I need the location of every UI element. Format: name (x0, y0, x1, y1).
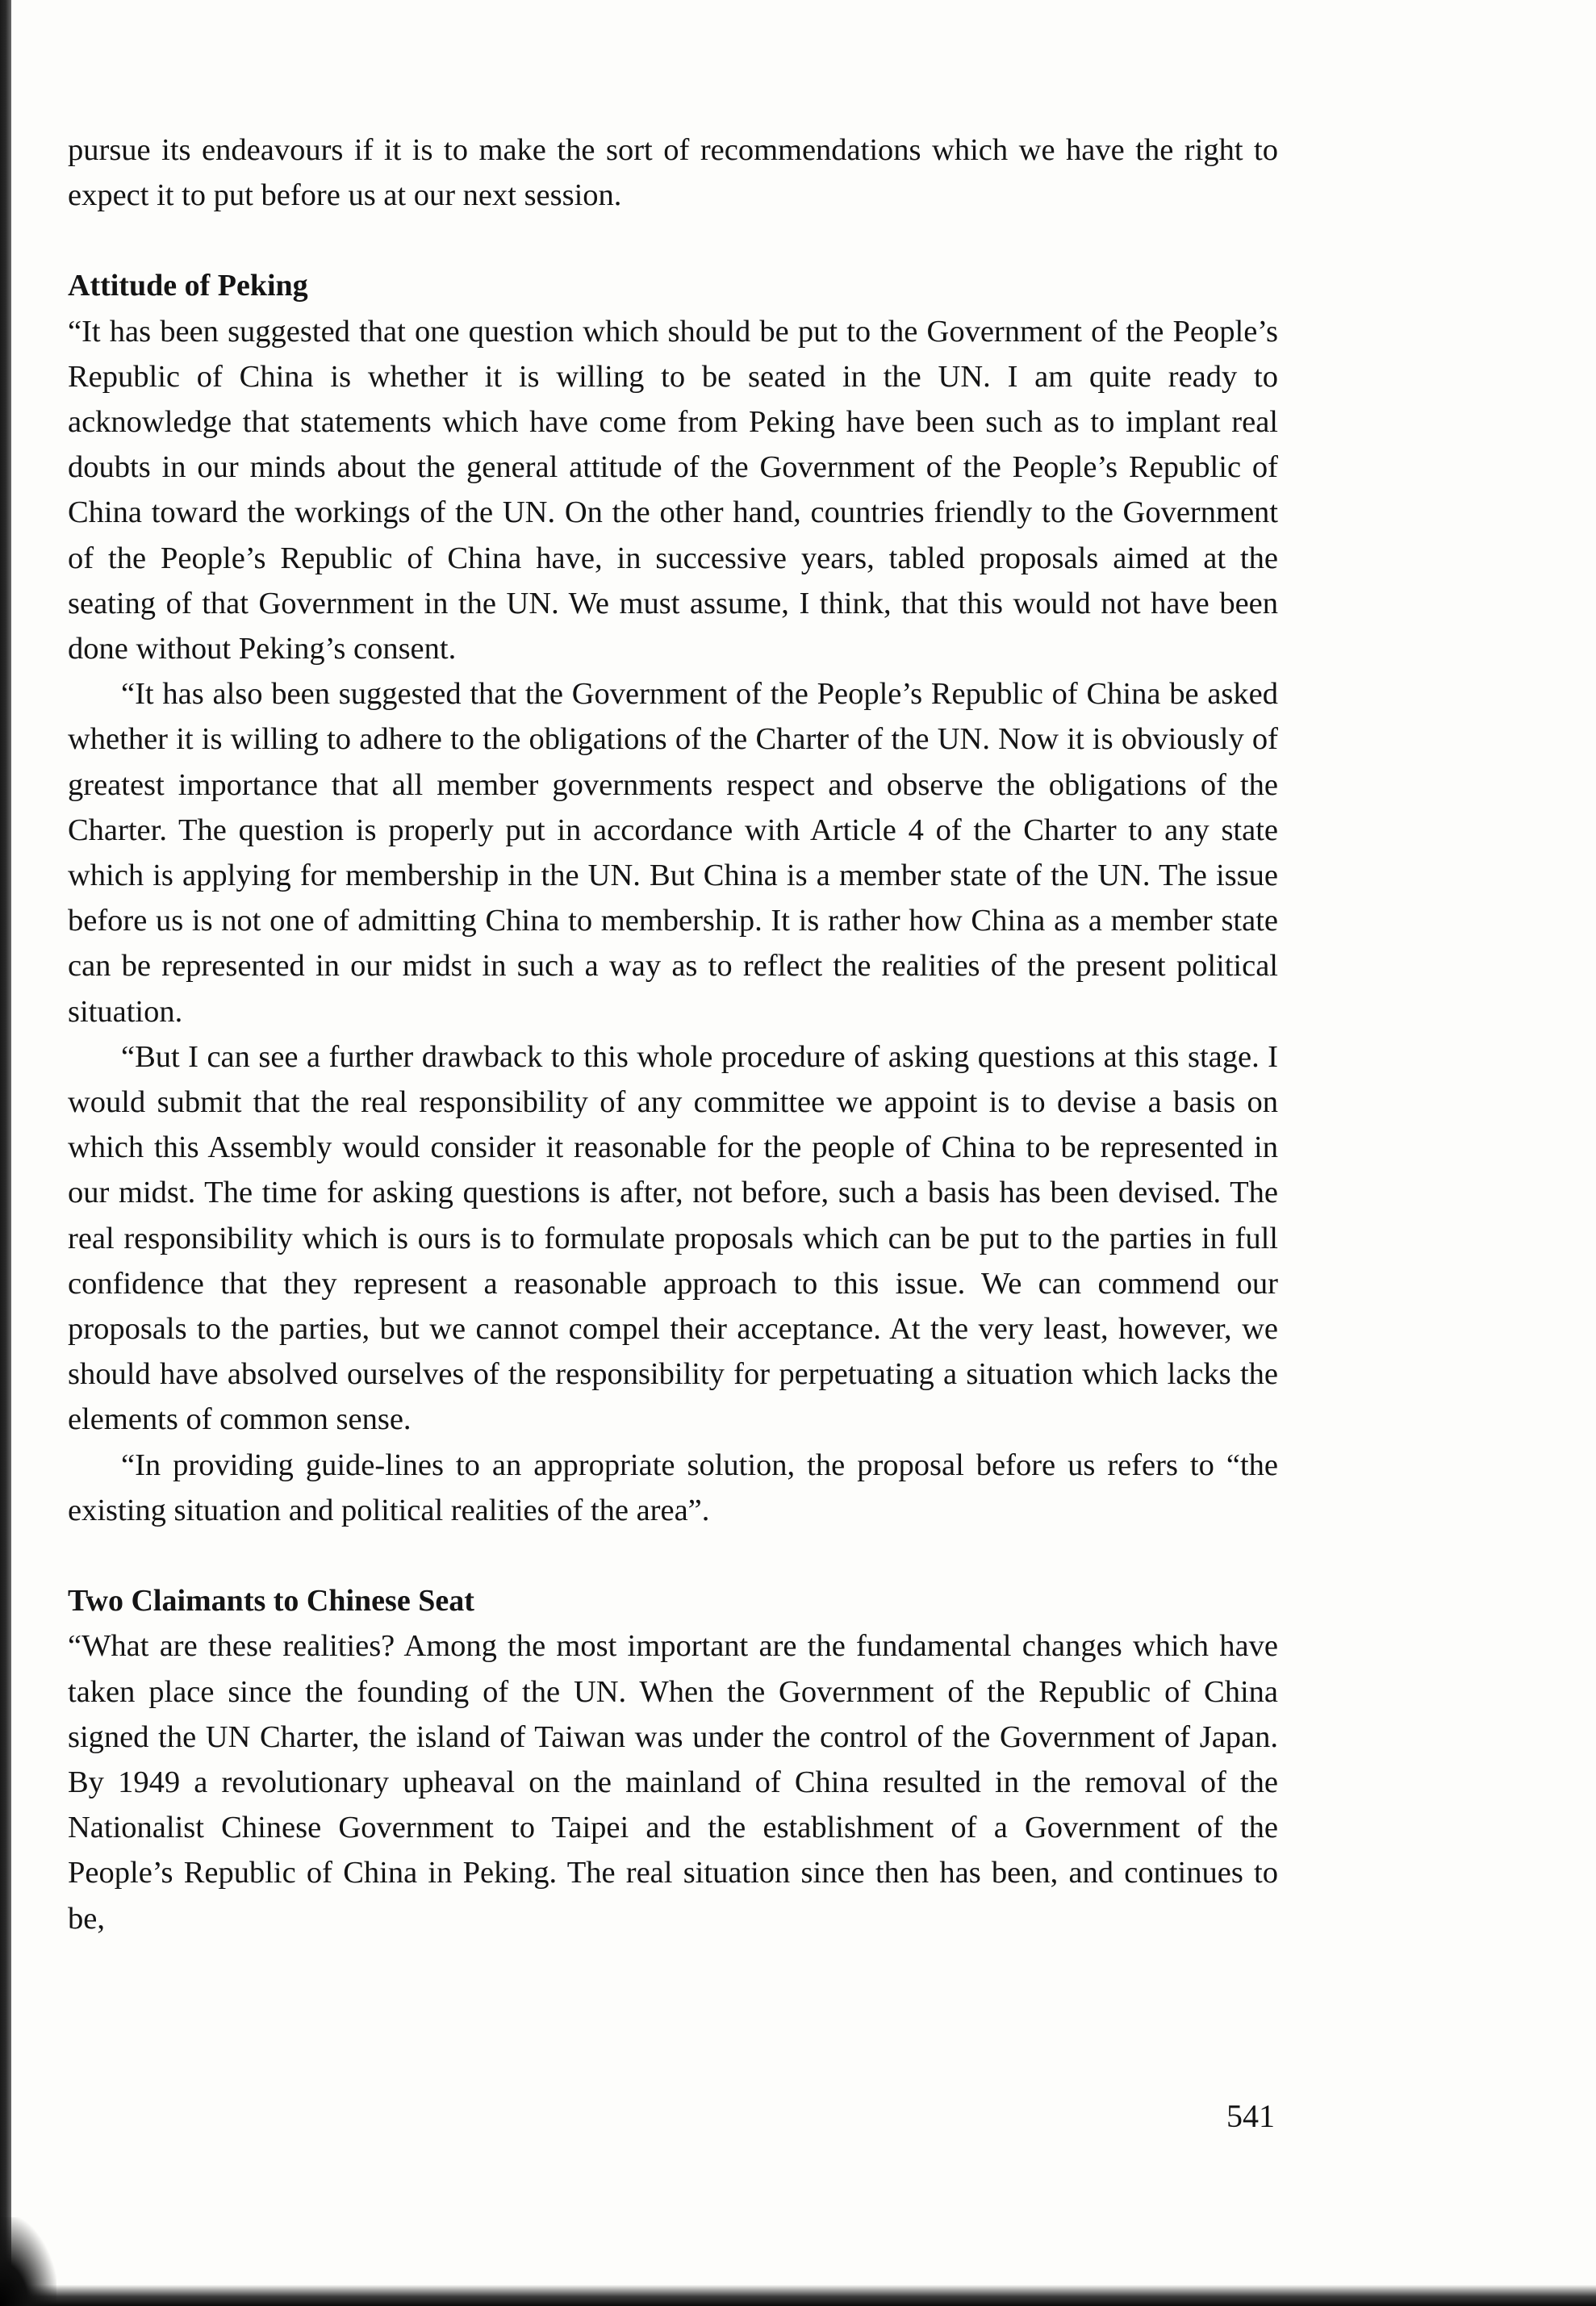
scan-bottom-edge (0, 2285, 1596, 2306)
scan-corner-shadow (0, 2217, 56, 2306)
section-heading-attitude-of-peking: Attitude of Peking (68, 269, 308, 303)
body-text (68, 127, 1278, 1941)
paragraph: “What are these realities? Among the most important are the fundamental changes which have taken place since the founding of the UN. When the Government of the Republic of China signed the UN Charter, the island of Taiwan was under the control of the Government of Japan. By 1949 a revolutionary upheaval on the mainland of China resulted in the removal of the Nationalist Chinese Government to Taipei and the establishment of a Government of the People’s Republic of China in Peking. The real situation since then has been, and continues to be, (68, 1629, 1278, 1936)
paragraph: “It has also been suggested that the Government of the People’s Republic of China be asked whether it is willing to adhere to the obligations of the Charter of the UN. Now it is obviously of greatest importance that all member governments respect and observe the obligations of the Charter. The question is properly put in accordance with Article 4 of the Charter to any state which is applying for membership in the UN. But China is a member state of the UN. The issue before us is not one of admitting China to membership. It is rather how China as a member state can be represented in our midst in such a way as to reflect the realities of the present political situation. (68, 677, 1278, 1029)
page-number: 541 (1226, 2098, 1275, 2134)
paragraph: “In providing guide-lines to an appropriate solution, the proposal before us refers to “the existing situation and political realities of the area”. (68, 1448, 1278, 1527)
paragraph: “It has been suggested that one question which should be put to the Government of the People’s Republic of China is whether it is willing to be seated in the UN. I am quite ready to acknowledge that statements which have come from Peking have been such as to implant real doubts in our minds about the general attitude of the Government of the People’s Republic of China toward the workings of the UN. On the other hand, countries friendly to the Government of the People’s Republic of China have, in successive years, tabled proposals aimed at the seating of that Government in the UN. We must assume, I think, that this would not have been done without Peking’s consent. (68, 314, 1278, 666)
continuation-paragraph: pursue its endeavours if it is to make the sort of recommendations which we have the right to expect it to put before us at our next session. (68, 133, 1278, 213)
paragraph: “But I can see a further drawback to this whole procedure of asking questions at this stage. I would submit that the real responsibility of any committee we appoint is to devise a basis on which this Assembly would consider it reasonable for the people of China to be represented in our midst. The time for asking questions is after, not before, such a basis has been devised. The real responsibility which is ours is to formulate proposals which can be put to the parties in full confidence that they represent a reasonable approach to this issue. We can commend our proposals to the parties, but we cannot compel their acceptance. At the very least, however, we should have absolved ourselves of the responsibility for perpetuating a situation which lacks the elements of common sense. (68, 1039, 1278, 1437)
binding-edge-shadow (0, 0, 11, 2306)
section-heading-two-claimants: Two Claimants to Chinese Seat (68, 1584, 474, 1619)
